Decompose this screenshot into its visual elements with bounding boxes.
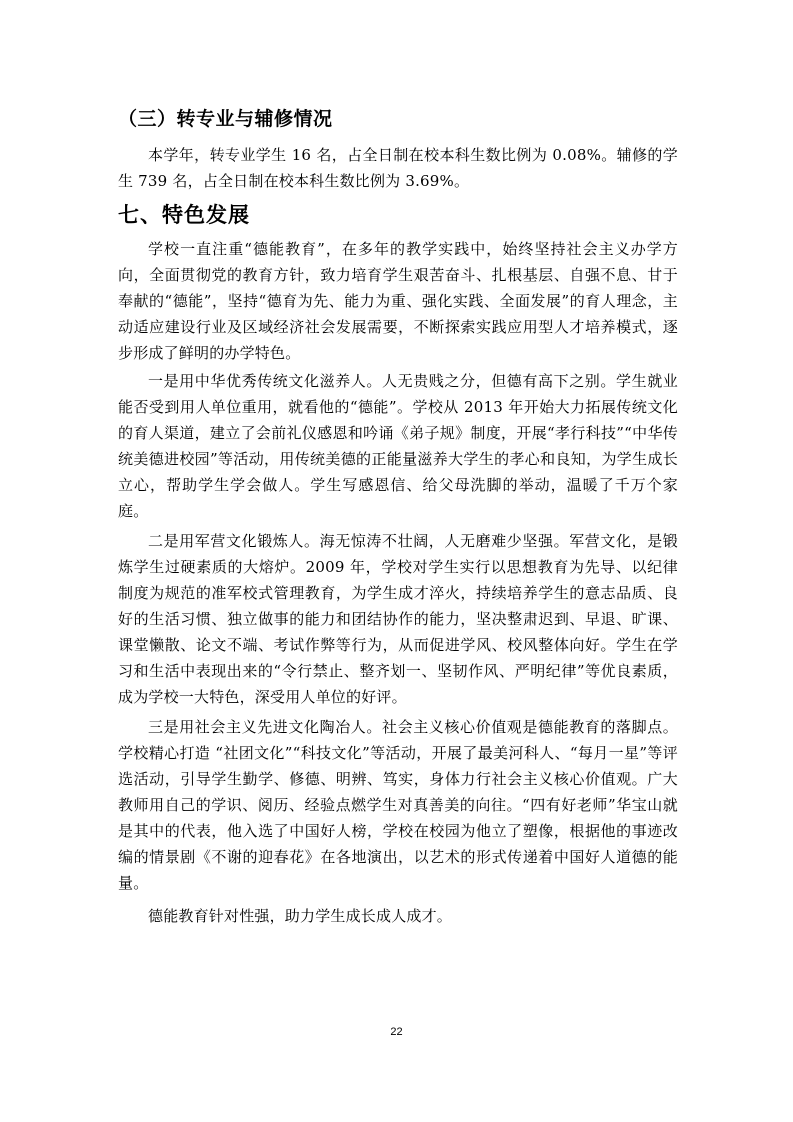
- paragraph-conclusion: 德能教育针对性强，助力学生成长成人成才。: [148, 907, 453, 925]
- section-heading-transfer-minor: （三）转专业与辅修情况: [118, 108, 333, 130]
- section-heading-featured-development: 七、特色发展: [118, 203, 250, 227]
- paragraph-intro: 学校一直注重“德能教育”，在多年的教学实践中，始终坚持社会主义办学方向，全面贯彻党的教育方针，致力培育学生艰苦奋斗、扎根基层、自强不息、甘于奉献的“德能”，坚持“德育为先、能力为重、强化实践、全面发展”的育人理念，主动适应建设行业及区域经济社会发展需要，不断探索实践应用型人才培养模式，逐步形成了鲜明的办学特色。: [118, 240, 678, 362]
- page-number: 22: [390, 1026, 403, 1038]
- paragraph-traditional-culture: 一是用中华优秀传统文化滋养人。人无贵贱之分，但德有高下之别。学生就业能否受到用人单位重用，就看他的“德能”。学校从 2013 年开始大力拓展传统文化的育人渠道，建立了会前礼仪感恩和吟诵《弟子规》制度，开展“孝行科技”“中华传统美德进校园”等活动，用传统美德的正能量滋养大学生的孝心和良知，为学生成长立心，帮助学生学会做人。学生写感恩信、给父母洗脚的举动，温暖了千万个家庭。: [118, 372, 678, 520]
- paragraph-military-culture: 二是用军营文化锻炼人。海无惊涛不壮阔，人无磨难少坚强。军营文化，是锻炼学生过硬素质的大熔炉。2009 年，学校对学生实行以思想教育为先导、以纪律制度为规范的准军校式管理教育，为学生成才淬火，持续培养学生的意志品质、良好的生活习惯、独立做事的能力和团结协作的能力，坚决整肃迟到、早退、旷课、课堂懒散、论文不端、考试作弊等行为，从而促进学风、校风整体向好。学生在学习和生活中表现出来的“令行禁止、整齐划一、坚韧作风、严明纪律”等优良素质，成为学校一大特色，深受用人单位的好评。: [118, 532, 678, 706]
- paragraph-socialist-culture: 三是用社会主义先进文化陶冶人。社会主义核心价值观是德能教育的落脚点。学校精心打造 “社团文化”“科技文化”等活动，开展了最美河科人、“每月一星”等评选活动，引导学生勤学、修德、明辨、笃实，身体力行社会主义核心价值观。广大教师用自己的学识、阅历、经验点燃学生对真善美的向往。“四有好老师”华宝山就是其中的代表，他入选了中国好人榜，学校在校园为他立了塑像，根据他的事迹改编的情景剧《不谢的迎春花》在各地演出，以艺术的形式传递着中国好人道德的能量。: [118, 718, 678, 892]
- transfer-minor-paragraph: 本学年，转专业学生 16 名，占全日制在校本科生数比例为 0.08%。辅修的学生 739 名，占全日制在校本科生数比例为 3.69%。: [118, 146, 678, 190]
